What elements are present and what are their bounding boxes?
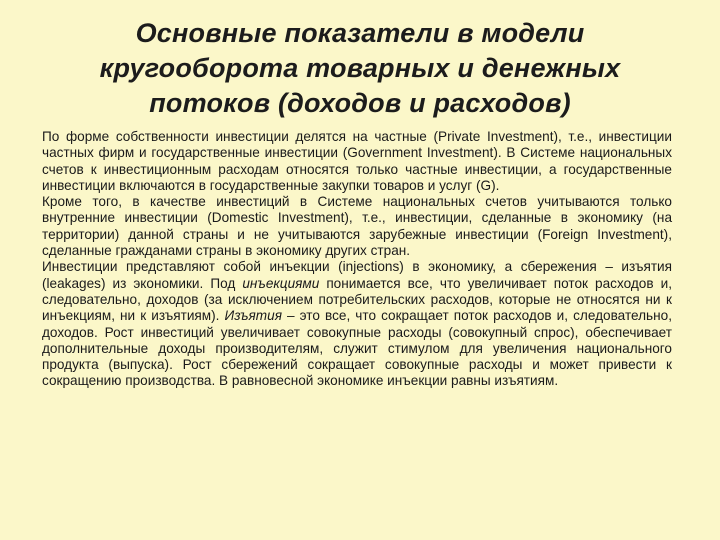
paragraph-domestic: Кроме того, в качестве инвестиций в Системе национальных счетов учитываются только внутренние инвестиции (Domestic Investment), т.е., инвестиции, сделанные в экономику (на территории) данной страны и не учитываются зарубежные инвестиции (Foreign Investment), сделанные гражданами страны в экономику других стран. xyxy=(42,194,672,259)
slide-title xyxy=(60,16,660,121)
text-segment: – это все, что сокращает поток расходов и, следовательно, доходов. Рост инвестиций увеличивает совокупные расходы (совокупный спрос), обеспечивает дополнительные доходы производителям, служит стимулом для увеличения национального продукта (выпуска). Рост сбережений сокращает совокупные расходы и может привести к сокращению производства. В равновесной экономике инъекции равны изъятиям. xyxy=(42,308,672,389)
paragraph-ownership: По форме собственности инвестиции делятся на частные (Private Investment), т.е., инвестиции частных фирм и государственные инвестиции (Government Investment). В Системе национальных счетов к инвестиционным расходам относятся только частные инвестиции, а государственные инвестиции включаются в государственные закупки товаров и услуг (G). xyxy=(42,129,672,193)
paragraph-injections xyxy=(42,259,672,389)
title-line: потоков (доходов и расходов) xyxy=(149,88,571,118)
text-segment: Инвестиции представляют собой инъекции (injections) в экономику, а сбережения – изъятия (leakages) из экономики. Под xyxy=(42,259,672,291)
slide-body xyxy=(42,129,672,390)
term-injections: инъекциями xyxy=(242,275,320,291)
text-segment: понимается все, что увеличивает поток расходов и, следовательно, доходов (за исключением потребительских расходов, которые не относятся ни к инъекциям, ни к изъятиям). xyxy=(42,275,672,324)
title-line: Основные показатели в модели xyxy=(135,18,585,48)
title-line: кругооборота товарных и денежных xyxy=(99,53,621,83)
term-leakages: Изъятия xyxy=(224,308,282,324)
